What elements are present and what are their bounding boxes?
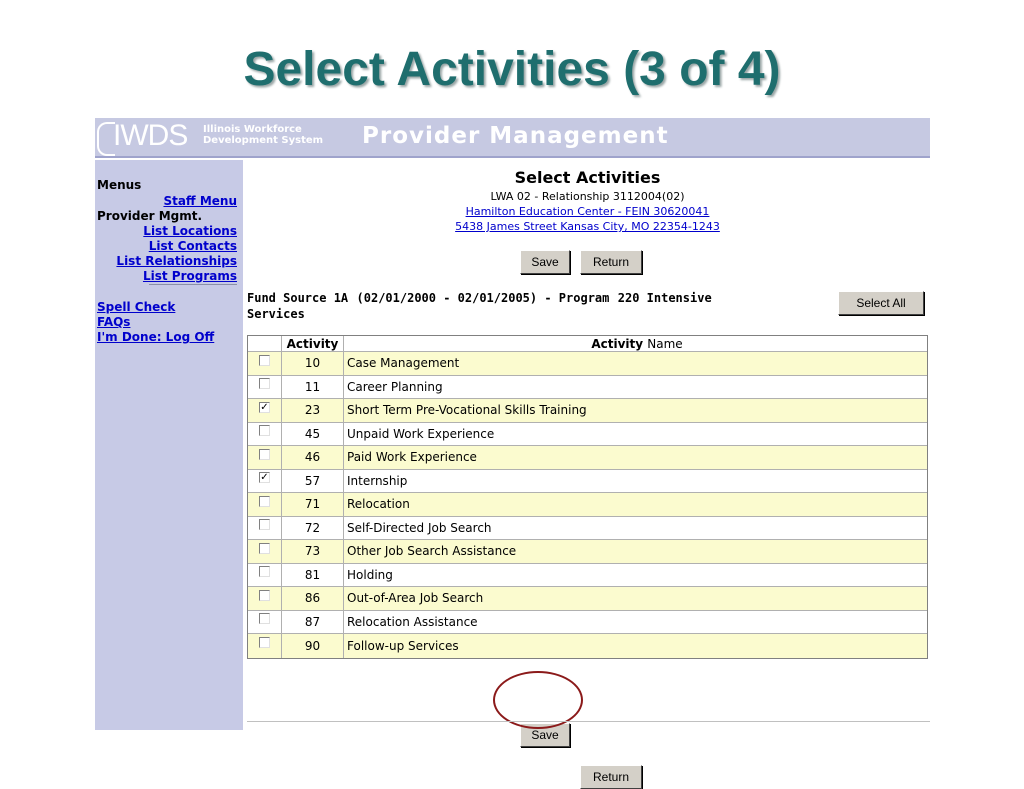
table-row <box>248 376 927 400</box>
activity-checkbox[interactable] <box>259 566 270 577</box>
activity-checkbox[interactable] <box>259 590 270 601</box>
sidebar-item-list-programs[interactable]: List Programs <box>142 269 237 283</box>
fund-dates: (02/01/2000 - 02/01/2005) - Program <box>356 291 610 305</box>
sidebar-menus-label: Menus <box>97 178 142 192</box>
checkbox-cell <box>248 611 282 634</box>
activity-code: 72 <box>282 517 344 540</box>
activity-code: 81 <box>282 564 344 587</box>
checkbox-cell <box>248 470 282 493</box>
table-row <box>248 399 927 423</box>
activity-name: Other Job Search Assistance <box>347 544 517 559</box>
checkbox-cell <box>248 564 282 587</box>
table-header-row <box>248 336 927 352</box>
activity-name: Holding <box>347 567 393 582</box>
activity-checkbox[interactable] <box>259 613 270 624</box>
activity-checkbox[interactable]: ✓ <box>260 472 269 484</box>
address-link[interactable]: 5438 James Street Kansas City, MO 22354-1243 <box>455 220 720 233</box>
checkbox-cell <box>248 540 282 563</box>
table-row <box>248 517 927 541</box>
address-line <box>245 220 930 233</box>
sidebar <box>95 160 243 730</box>
slide-title: Select Activities (3 of 4) <box>243 43 781 96</box>
activity-code: 45 <box>282 423 344 446</box>
activity-name: Self-Directed Job Search <box>347 520 492 535</box>
table-row <box>248 470 927 494</box>
activity-code: 86 <box>282 587 344 610</box>
sidebar-item-list-contacts[interactable]: List Contacts <box>148 239 237 253</box>
bottom-divider <box>247 721 930 722</box>
activity-name: Relocation Assistance <box>347 614 478 629</box>
checkbox-cell <box>248 399 282 422</box>
table-row <box>248 423 927 447</box>
sidebar-item-list-locations[interactable]: List Locations <box>143 224 237 238</box>
save-button-bottom[interactable]: Save <box>520 723 570 747</box>
checkbox-cell <box>248 423 282 446</box>
header-checkbox-cell <box>248 336 282 351</box>
table-row <box>248 446 927 470</box>
return-button-bottom[interactable]: Return <box>580 765 642 789</box>
activity-checkbox[interactable] <box>259 543 270 554</box>
activity-name: Case Management <box>347 356 460 371</box>
main-panel <box>245 160 930 742</box>
activity-table <box>247 335 928 659</box>
header-activity-name-bold: Activity <box>591 336 644 351</box>
activity-checkbox[interactable] <box>259 425 270 436</box>
activity-name: Follow-up Services <box>347 638 459 653</box>
sidebar-item-log-off[interactable]: I'm Done: Log Off <box>97 330 215 344</box>
activity-name: Out-of-Area Job Search <box>347 591 484 606</box>
activity-code: 57 <box>282 470 344 493</box>
header-activity-name-rest: Name <box>647 336 683 351</box>
return-button-top[interactable]: Return <box>580 250 642 274</box>
banner-title: Provider Management <box>362 123 669 149</box>
header-activity: Activity <box>282 336 344 351</box>
activity-name: Relocation <box>347 497 410 512</box>
provider-link[interactable]: Hamilton Education Center - FEIN 30620041 <box>465 205 710 218</box>
table-row <box>248 564 927 588</box>
checkbox-cell <box>248 493 282 516</box>
checkbox-cell <box>248 587 282 610</box>
activity-name: Career Planning <box>347 379 443 394</box>
fund-source: Fund Source 1A <box>247 291 349 305</box>
sidebar-divider <box>149 284 237 285</box>
activity-checkbox[interactable] <box>259 355 270 366</box>
activity-checkbox[interactable] <box>259 378 270 389</box>
logo: IWDS <box>113 119 188 152</box>
activity-code: 71 <box>282 493 344 516</box>
header-banner <box>95 118 930 158</box>
activity-name: Internship <box>347 473 408 488</box>
activity-checkbox[interactable] <box>259 519 270 530</box>
activity-checkbox[interactable] <box>259 637 270 648</box>
select-all-button[interactable]: Select All <box>838 291 924 315</box>
table-row <box>248 587 927 611</box>
checkbox-cell <box>248 376 282 399</box>
provider-line <box>245 205 930 218</box>
activity-code: 90 <box>282 634 344 658</box>
table-row <box>248 352 927 376</box>
table-row <box>248 611 927 635</box>
sidebar-item-spell-check[interactable]: Spell Check <box>97 300 176 314</box>
activity-name: Unpaid Work Experience <box>347 426 495 441</box>
activity-code: 10 <box>282 352 344 375</box>
checkbox-cell <box>248 352 282 375</box>
activity-code: 87 <box>282 611 344 634</box>
activity-code: 11 <box>282 376 344 399</box>
table-row <box>248 634 927 658</box>
sidebar-item-staff-menu[interactable]: Staff Menu <box>163 194 237 208</box>
activity-code: 73 <box>282 540 344 563</box>
fund-source-line <box>247 290 807 322</box>
checkbox-cell <box>248 517 282 540</box>
relationship-line: LWA 02 - Relationship 3112004(02) <box>490 190 685 203</box>
fund-program: 220 Intensive <box>617 291 712 305</box>
activity-checkbox[interactable] <box>259 496 270 507</box>
page-title: Select Activities <box>514 168 661 187</box>
activity-name: Short Term Pre-Vocational Skills Training <box>347 403 587 418</box>
checkbox-cell <box>248 634 282 658</box>
logo-subtitle: Illinois Workforce Development System <box>203 124 324 146</box>
activity-code: 46 <box>282 446 344 469</box>
activity-checkbox[interactable]: ✓ <box>260 401 269 413</box>
activity-name: Paid Work Experience <box>347 450 477 465</box>
sidebar-item-list-relationships[interactable]: List Relationships <box>116 254 237 268</box>
save-button-top[interactable]: Save <box>520 250 570 274</box>
table-row <box>248 540 927 564</box>
checkbox-cell <box>248 446 282 469</box>
activity-checkbox[interactable] <box>259 449 270 460</box>
header-activity-name <box>344 336 927 351</box>
sidebar-provider-mgmt-label: Provider Mgmt. <box>97 209 203 223</box>
table-row <box>248 493 927 517</box>
fund-services: Services <box>247 307 305 321</box>
sidebar-item-faqs[interactable]: FAQs <box>97 315 131 329</box>
app-screenshot <box>95 118 930 784</box>
activity-code: 23 <box>282 399 344 422</box>
